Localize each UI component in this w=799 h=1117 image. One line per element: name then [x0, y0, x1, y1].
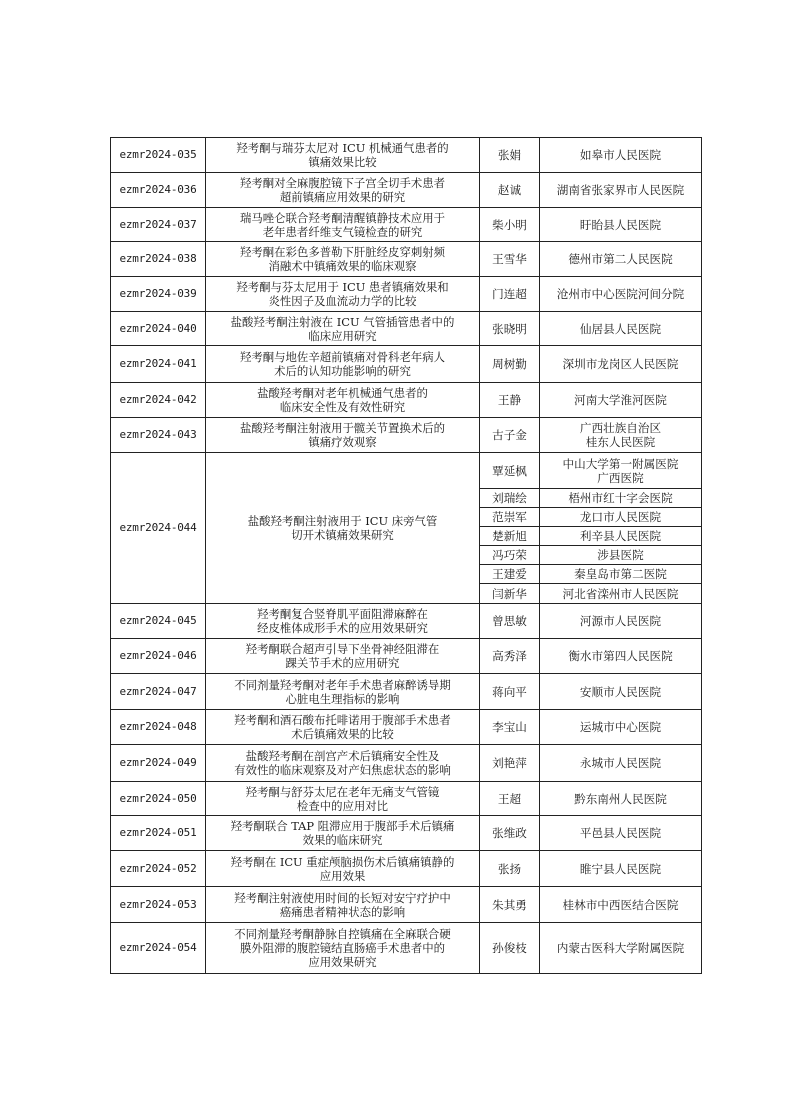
- researcher-name: 闫新华: [480, 584, 540, 604]
- text-line: 中山大学第一附属医院: [562, 456, 679, 471]
- researcher-name: 张娟: [480, 138, 540, 173]
- hospital-name: [540, 674, 702, 710]
- text-line: 消融术中镇痛效果的临床观察: [268, 259, 417, 273]
- researcher-name: 王超: [480, 782, 540, 816]
- researcher-name: 范崇军: [480, 508, 540, 527]
- table-row: [111, 851, 702, 887]
- text-line: 炎性因子及血流动力学的比较: [268, 294, 417, 308]
- project-title: [206, 173, 480, 208]
- project-title: [206, 604, 480, 639]
- project-title: [206, 851, 480, 887]
- text-line: 平邑县人民医院: [579, 826, 662, 840]
- text-line: 羟考酮联合 TAP 阻滞应用于腹部手术后镇痛: [230, 819, 455, 833]
- text-line: 效果的临床研究: [302, 833, 383, 847]
- hospital-name: [540, 527, 702, 546]
- text-line: 梧州市红十字会医院: [568, 491, 673, 505]
- table-row: [111, 816, 702, 851]
- text-line: 仙居县人民医院: [579, 321, 662, 336]
- text-line: 羟考酮复合竖脊肌平面阻滞麻醉在: [257, 607, 428, 621]
- project-code: ezmr2024-041: [111, 346, 206, 383]
- project-title: [206, 346, 480, 383]
- text-line: 应用效果: [319, 868, 366, 883]
- project-registry-table: [110, 137, 702, 974]
- text-line: 瑞马唑仑联合羟考酮清醒镇静技术应用于: [239, 210, 446, 225]
- project-title: [206, 816, 480, 851]
- text-line: 衡水市第四人民医院: [568, 649, 673, 663]
- table-row: [111, 782, 702, 816]
- project-title: [206, 782, 480, 816]
- text-line: 羟考酮与瑞芬太尼对 ICU 机械通气患者的: [236, 141, 449, 155]
- hospital-name: [540, 489, 702, 508]
- project-code: ezmr2024-051: [111, 816, 206, 851]
- project-code: ezmr2024-040: [111, 312, 206, 346]
- hospital-name: [540, 923, 702, 974]
- researcher-name: 李宝山: [480, 710, 540, 745]
- researcher-name: 高秀泽: [480, 639, 540, 674]
- researcher-name: 王静: [480, 383, 540, 418]
- hospital-name: [540, 383, 702, 418]
- project-code: ezmr2024-047: [111, 674, 206, 710]
- table-row: [111, 674, 702, 710]
- text-line: 睢宁县人民医院: [579, 861, 662, 876]
- text-line: 运城市中心医院: [579, 720, 662, 734]
- researcher-name: 古子金: [480, 418, 540, 453]
- researcher-name: 周树勤: [480, 346, 540, 383]
- text-line: 应用效果研究: [308, 955, 377, 969]
- hospital-name: [540, 173, 702, 208]
- text-line: 羟考酮对全麻腹腔镜下子宫全切手术患者: [239, 176, 446, 190]
- text-line: 羟考酮联合超声引导下坐骨神经阻滞在: [245, 642, 440, 656]
- project-code: ezmr2024-043: [111, 418, 206, 453]
- text-line: 术后镇痛效果的比较: [291, 727, 394, 741]
- text-line: 临床应用研究: [308, 328, 377, 343]
- text-line: 盐酸羟考酮在剖宫产术后镇痛安全性及: [245, 749, 440, 763]
- project-title: [206, 710, 480, 745]
- project-code: ezmr2024-045: [111, 604, 206, 639]
- table-row: [111, 383, 702, 418]
- hospital-name: [540, 312, 702, 346]
- researcher-name: 孙俊枝: [480, 923, 540, 974]
- hospital-name: [540, 277, 702, 312]
- text-line: 河北省滦州市人民医院: [562, 586, 679, 601]
- text-line: 踝关节手术的应用研究: [285, 656, 400, 670]
- researcher-name: 覃延枫: [480, 453, 540, 489]
- text-line: 羟考酮在彩色多普勒下肝脏经皮穿刺射频: [239, 245, 446, 259]
- researcher-name: 门连超: [480, 277, 540, 312]
- text-line: 切开术镇痛效果研究: [291, 528, 394, 542]
- text-line: 镇痛疗效观察: [308, 435, 377, 449]
- text-line: 涉县医院: [597, 548, 644, 562]
- text-line: 秦皇岛市第二医院: [574, 567, 667, 581]
- text-line: 盐酸羟考酮对老年机械通气患者的: [257, 386, 428, 400]
- table-row: [111, 710, 702, 745]
- text-line: 桂林市中西医结合医院: [562, 897, 679, 912]
- project-code: ezmr2024-038: [111, 242, 206, 277]
- text-line: 湖南省张家界市人民医院: [556, 183, 685, 197]
- text-line: 检查中的应用对比: [296, 798, 389, 813]
- researcher-name: 赵诚: [480, 173, 540, 208]
- project-code: ezmr2024-036: [111, 173, 206, 208]
- table-row: [111, 173, 702, 208]
- researcher-name: 张扬: [480, 851, 540, 887]
- text-line: 临床安全性及有效性研究: [279, 400, 406, 414]
- project-title: [206, 208, 480, 242]
- text-line: 术后的认知功能影响的研究: [274, 364, 411, 378]
- researcher-name: 蒋向平: [480, 674, 540, 710]
- hospital-name: [540, 508, 702, 527]
- project-code: ezmr2024-048: [111, 710, 206, 745]
- text-line: 不同剂量羟考酮静脉自控镇痛在全麻联合硬: [234, 927, 451, 941]
- hospital-name: [540, 887, 702, 923]
- hospital-name: [540, 851, 702, 887]
- table-row: [111, 208, 702, 242]
- researcher-name: 冯巧荣: [480, 546, 540, 565]
- hospital-name: [540, 816, 702, 851]
- text-line: 沧州市中心医院河间分院: [556, 287, 685, 301]
- table-row: [111, 639, 702, 674]
- hospital-name: [540, 584, 702, 604]
- hospital-name: [540, 745, 702, 782]
- hospital-name: [540, 208, 702, 242]
- project-title: [206, 312, 480, 346]
- text-line: 盐酸羟考酮注射液用于髋关节置换术后的: [239, 421, 446, 435]
- project-title: [206, 923, 480, 974]
- table-row: [111, 346, 702, 383]
- text-line: 深圳市龙岗区人民医院: [562, 357, 679, 371]
- table-row: [111, 277, 702, 312]
- hospital-name: [540, 138, 702, 173]
- researcher-name: 王建爱: [480, 565, 540, 584]
- text-line: 河南大学淮河医院: [574, 393, 667, 407]
- text-line: 黔东南州人民医院: [574, 791, 667, 806]
- text-line: 癌痛患者精神状态的影响: [279, 904, 406, 919]
- table-row: [111, 887, 702, 923]
- table-row: [111, 453, 702, 489]
- project-code: ezmr2024-037: [111, 208, 206, 242]
- text-line: 桂东人民医院: [585, 435, 656, 449]
- text-line: 如皋市人民医院: [579, 148, 662, 162]
- text-line: 羟考酮在 ICU 重症颅脑损伤术后镇痛镇静的: [230, 854, 455, 869]
- researcher-name: 刘瑞绘: [480, 489, 540, 508]
- researcher-name: 曾思敏: [480, 604, 540, 639]
- researcher-name: 张晓明: [480, 312, 540, 346]
- text-line: 膜外阻滞的腹腔镜结直肠癌手术患者中的: [239, 941, 446, 955]
- hospital-name: [540, 710, 702, 745]
- project-title: [206, 418, 480, 453]
- text-line: 羟考酮注射液使用时间的长短对安宁疗护中: [234, 890, 451, 905]
- project-title: [206, 242, 480, 277]
- project-code: ezmr2024-046: [111, 639, 206, 674]
- text-line: 德州市第二人民医院: [568, 252, 673, 266]
- researcher-name: 王雪华: [480, 242, 540, 277]
- text-line: 羟考酮与舒芬太尼在老年无痛支气管镜: [245, 784, 440, 799]
- text-line: 广西壮族自治区: [579, 421, 662, 435]
- text-line: 羟考酮与地佐辛超前镇痛对骨科老年病人: [239, 350, 446, 364]
- table-row: [111, 138, 702, 173]
- text-line: 超前镇痛应用效果的研究: [279, 190, 406, 204]
- table-row: [111, 242, 702, 277]
- researcher-name: 张维政: [480, 816, 540, 851]
- text-line: 有效性的临床观察及对产妇焦虑状态的影响: [234, 763, 451, 777]
- text-line: 不同剂量羟考酮对老年手术患者麻醉诱导期: [234, 677, 451, 692]
- text-line: 龙口市人民医院: [579, 510, 662, 524]
- project-code: ezmr2024-050: [111, 782, 206, 816]
- text-line: 羟考酮和酒石酸布托啡诺用于腹部手术患者: [234, 713, 451, 727]
- project-code: ezmr2024-044: [111, 453, 206, 604]
- text-line: 利辛县人民医院: [579, 529, 662, 543]
- text-line: 羟考酮与芬太尼用于 ICU 患者镇痛效果和: [236, 280, 449, 294]
- hospital-name: [540, 453, 702, 489]
- table-body: [111, 138, 702, 974]
- text-line: 盐酸羟考酮注射液用于 ICU 床旁气管: [247, 514, 438, 528]
- text-line: 镇痛效果比较: [308, 155, 377, 169]
- researcher-name: 朱其勇: [480, 887, 540, 923]
- table-row: [111, 923, 702, 974]
- project-title: [206, 887, 480, 923]
- project-title: [206, 383, 480, 418]
- hospital-name: [540, 242, 702, 277]
- hospital-name: [540, 418, 702, 453]
- project-code: ezmr2024-035: [111, 138, 206, 173]
- project-code: ezmr2024-039: [111, 277, 206, 312]
- researcher-name: 刘艳萍: [480, 745, 540, 782]
- project-title: [206, 745, 480, 782]
- project-title: [206, 639, 480, 674]
- text-line: 盐酸羟考酮注射液在 ICU 气管插管患者中的: [230, 314, 455, 329]
- hospital-name: [540, 546, 702, 565]
- table-row: [111, 312, 702, 346]
- text-line: 心脏电生理指标的影响: [285, 691, 400, 706]
- project-title: [206, 674, 480, 710]
- project-code: ezmr2024-054: [111, 923, 206, 974]
- text-line: 经皮椎体成形手术的应用效果研究: [257, 621, 428, 635]
- text-line: 河源市人民医院: [579, 614, 662, 628]
- table-row: [111, 418, 702, 453]
- researcher-name: 楚新旭: [480, 527, 540, 546]
- project-title: [206, 138, 480, 173]
- project-code: ezmr2024-042: [111, 383, 206, 418]
- hospital-name: [540, 639, 702, 674]
- project-code: ezmr2024-053: [111, 887, 206, 923]
- project-code: ezmr2024-052: [111, 851, 206, 887]
- hospital-name: [540, 346, 702, 383]
- project-title: [206, 453, 480, 604]
- project-code: ezmr2024-049: [111, 745, 206, 782]
- hospital-name: [540, 604, 702, 639]
- hospital-name: [540, 782, 702, 816]
- text-line: 广西医院: [597, 470, 644, 485]
- table-row: [111, 745, 702, 782]
- text-line: 安顺市人民医院: [579, 684, 662, 699]
- text-line: 老年患者纤维支气镜检查的研究: [262, 224, 423, 239]
- table-row: [111, 604, 702, 639]
- text-line: 盱眙县人民医院: [579, 217, 662, 232]
- text-line: 内蒙古医科大学附属医院: [556, 941, 685, 955]
- project-title: [206, 277, 480, 312]
- hospital-name: [540, 565, 702, 584]
- text-line: 永城市人民医院: [579, 756, 662, 770]
- researcher-name: 柴小明: [480, 208, 540, 242]
